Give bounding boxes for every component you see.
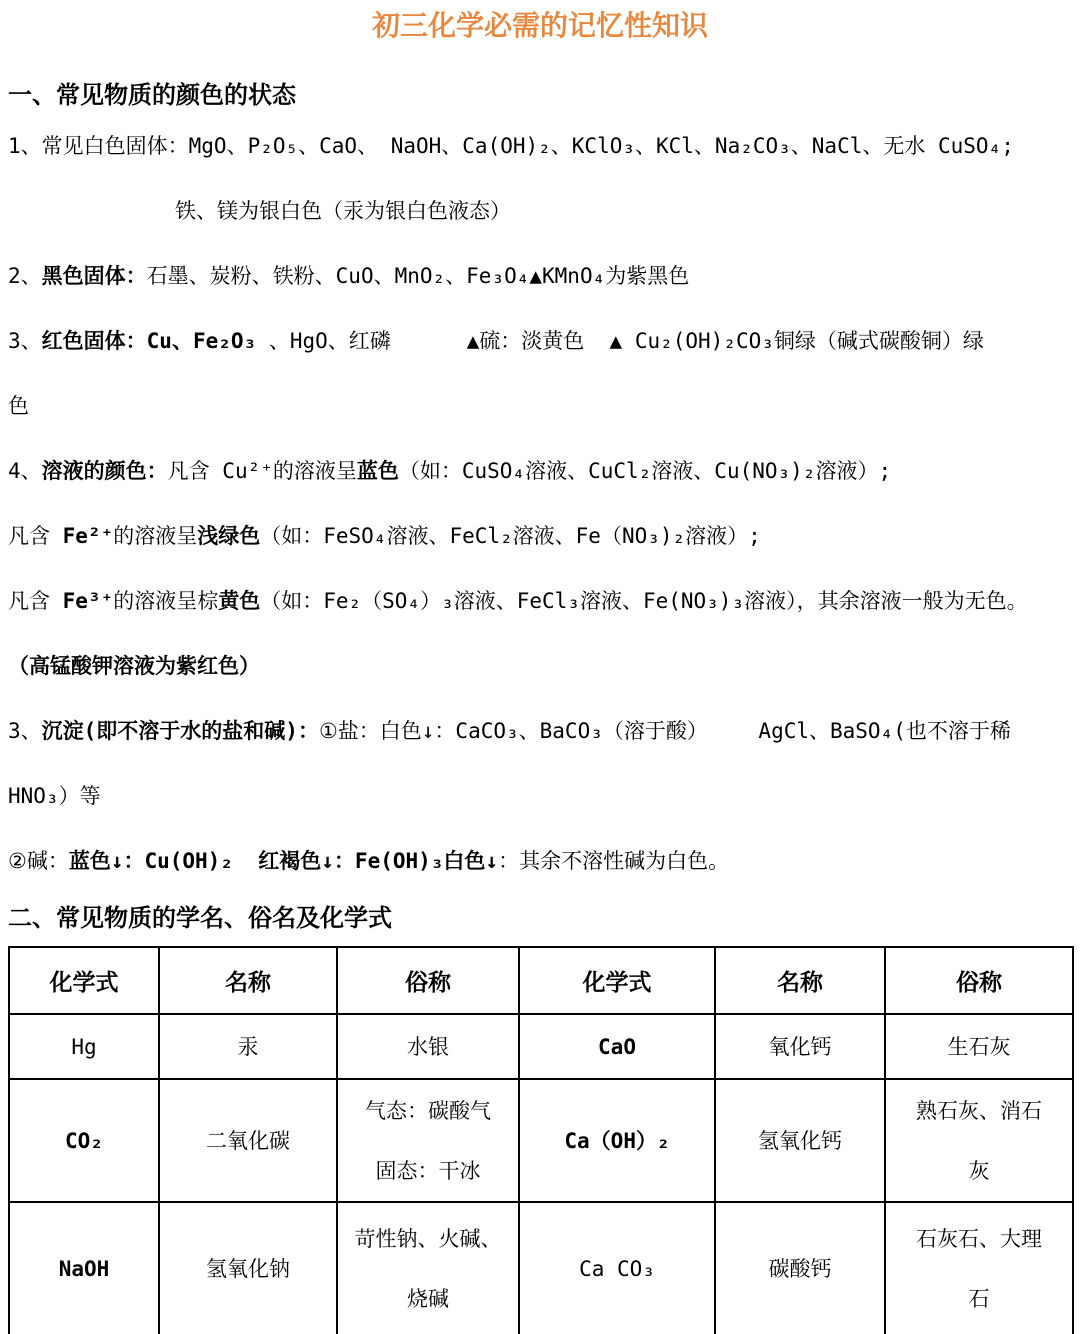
table-cell [159,1014,337,1079]
text-segment: 2、 [8,264,42,288]
text-segment: Fe³⁺ [62,589,114,613]
table-header-cell: 俗称 [337,947,519,1014]
text-segment: （如：FeSO₄溶液、FeCl₂溶液、Fe（NO₃)₂溶液）; [260,524,761,548]
table-cell [519,1202,715,1334]
text-segment: 的溶液呈 [113,524,198,548]
text-segment: 凡含 Cu²⁺的溶液呈 [167,459,357,483]
table-cell-line: Hg [71,1034,97,1059]
text-segment: Cu、Fe₂O₃ [146,329,257,353]
text-segment: HNO₃）等 [8,784,101,808]
text-segment: 的溶液呈棕 [113,589,219,613]
text-segment: 溶液的颜色： [41,459,168,483]
table-cell [337,1079,519,1202]
table-cell-line: 碳酸钙 [768,1257,832,1281]
section-heading-names: 二、常见物质的学名、俗名及化学式 [8,904,392,932]
table-row [9,1014,1073,1079]
text-segment: 蓝色 [356,459,399,483]
table-cell-line: 气态：碳酸气 [365,1098,491,1123]
table-cell-line: Ca CO₃ [579,1257,655,1281]
body-line [8,439,1072,504]
table-cell [885,1079,1073,1202]
table-cell-line: 氧化钙 [768,1034,832,1059]
table-cell-line: 苛性钠、火碱、 [354,1227,502,1251]
text-segment: （如：CuSO₄溶液、CuCl₂溶液、Cu(NO₃)₂溶液）; [398,459,892,483]
page-title: 初三化学必需的记忆性知识 [371,9,708,42]
text-segment: 黄色 [218,589,261,613]
table-cell [9,1079,159,1202]
table-cell [337,1202,519,1334]
text-segment: （高锰酸钾溶液为紫红色） [8,654,260,678]
table-header-cell: 名称 [159,947,337,1014]
table-cell [519,1014,715,1079]
table-header-cell: 名称 [715,947,885,1014]
table-cell-line: NaOH [58,1257,110,1281]
table-cell [159,1202,337,1334]
table-body [9,1014,1073,1334]
table-cell-line: CO₂ [65,1128,103,1153]
table-cell-line: 固态：干冰 [375,1158,481,1183]
table-row [9,1202,1073,1334]
table-cell-line: 灰 [968,1158,990,1183]
body-line [8,114,1072,179]
text-segment: ②碱： [8,849,69,873]
text-segment: （如：Fe₂（SO₄）₃溶液、FeCl₃溶液、Fe(NO₃)₃溶液），其余溶液一般为无色。 [260,589,1028,613]
table-cell [9,1202,159,1334]
table-cell-line: 生石灰 [947,1034,1011,1059]
table-cell-line: 氢氧化钠 [206,1257,290,1281]
text-segment: 铁、镁为银白色（汞为银白色液态） [175,199,511,223]
text-segment: 4、 [8,459,42,483]
text-segment: 石墨、炭粉、铁粉、CuO、MnO₂、Fe₃O₄▲KMnO₄为紫黑色 [146,264,690,288]
body-line [8,244,1072,309]
body-text [8,114,1072,894]
text-segment: 3、 [8,329,42,353]
body-line [8,309,1072,374]
body-line [8,504,1072,569]
table-cell [885,1014,1073,1079]
body-line [8,179,1072,244]
table-cell-line: 二氧化碳 [206,1128,290,1153]
text-segment: 红色固体： [41,329,147,353]
table-cell [159,1079,337,1202]
table-cell [519,1079,715,1202]
table-cell [885,1202,1073,1334]
section-heading-colors: 一、常见物质的颜色的状态 [8,81,296,109]
table-cell-line: Ca（OH）₂ [564,1128,670,1153]
text-segment [233,849,258,873]
text-segment: 黑色固体： [41,264,147,288]
body-line [8,374,1072,439]
substance-table [8,946,1074,1334]
body-line [8,634,1072,699]
table-cell-line: 汞 [237,1034,259,1059]
table-cell-line: 石灰石、大理 [916,1227,1042,1251]
table-header-cell: 俗称 [885,947,1073,1014]
body-line [8,829,1072,894]
text-segment: 蓝色↓：Cu(OH)₂ [68,849,233,873]
table-cell-line: 氢氧化钙 [758,1128,842,1153]
body-line [8,569,1072,634]
table-row [9,1079,1073,1202]
table-cell [715,1202,885,1334]
table-header-cell: 化学式 [519,947,715,1014]
text-segment: 凡含 [8,589,63,613]
table-cell [715,1014,885,1079]
table-cell-line: CaO [598,1034,636,1059]
table-cell [715,1079,885,1202]
document-page [0,6,1080,1334]
table-header-cell: 化学式 [9,947,159,1014]
text-segment: 浅绿色 [197,524,261,548]
text-segment: 色 [8,394,29,418]
table-cell-line: 烧碱 [407,1287,449,1311]
table-cell [337,1014,519,1079]
text-segment: 1、常见白色固体：MgO、P₂O₅、CaO、 NaOH、Ca(OH)₂、KClO₃、KCl、Na₂CO₃、NaCl、无水 CuSO₄; [8,134,1014,158]
table-cell-line: 水银 [407,1034,449,1059]
table-cell [9,1014,159,1079]
text-segment: 3、 [8,719,42,743]
table-cell-line: 石 [968,1287,990,1311]
text-segment: 、HgO、红磷 [256,329,467,353]
text-segment: ：其余不溶性碱为白色。 [498,849,730,873]
text-segment: 沉淀(即不溶于水的盐和碱)： [41,719,319,743]
text-segment: 红褐色↓：Fe(OH)₃白色↓ [258,849,499,873]
table-header-row [9,947,1073,1014]
table-cell-line: 熟石灰、消石 [916,1098,1042,1123]
body-line [8,764,1072,829]
text-segment: ①盐：白色↓：CaCO₃、BaCO₃（溶于酸） AgCl、BaSO₄(也不溶于稀 [318,719,1011,743]
text-segment: Fe²⁺ [62,524,114,548]
text-segment: 凡含 [8,524,63,548]
body-line [8,699,1072,764]
text-segment: ▲硫：淡黄色 ▲ Cu₂(OH)₂CO₃铜绿（碱式碳酸铜）绿 [466,329,984,353]
